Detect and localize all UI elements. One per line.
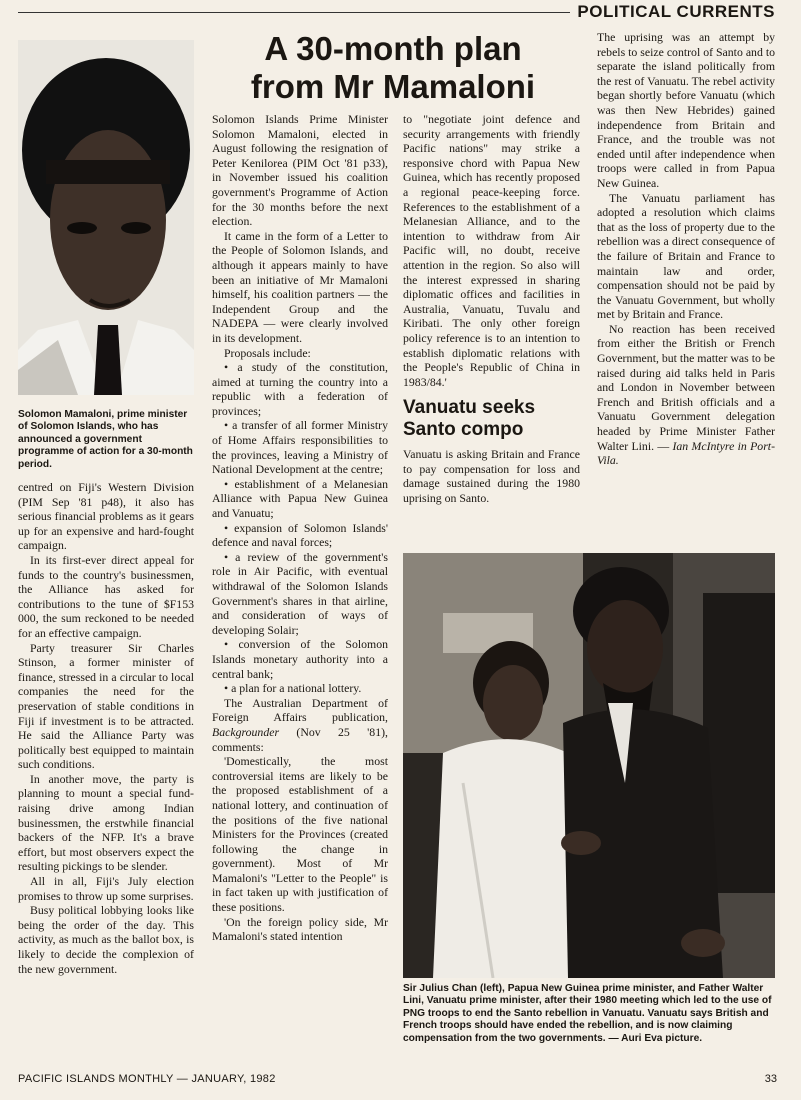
paragraph: 'On the foreign policy side, Mr Mamaloni's stated intention (212, 914, 388, 944)
photo-caption: Sir Julius Chan (left), Papua New Guinea prime minister, and Father Walter Lini, Vanuatu prime minister, after their 1980 meeting which led to the use of PNG troops to end the Santo rebellion in Vanuatu. Vanuatu says British and French troops should have ended the rebellion, and is now claiming compensation from the two governments. — Auri Eva picture. (403, 983, 772, 1044)
paragraph: The uprising was an attempt by rebels to seize control of Santo and to separate the island politically from the rest of Vanuatu. The rebel activity began shortly before Vanuatu (which was then New Hebrides) gained independence from Britain and France, and the trouble was not ended until after independence when troops were called in from Papua New Guinea. (597, 30, 775, 190)
paragraph: Proposals include: (224, 345, 311, 360)
column-right (597, 30, 775, 468)
paragraph: Vanuatu is asking Britain and France to pay compensation for loss and damage sustained during the 1980 uprising on Santo. (403, 447, 580, 506)
meeting-image (403, 553, 775, 978)
backgrounder-after: (Nov 25 '81), comments: (212, 724, 388, 754)
column-third (403, 112, 580, 506)
headline (206, 30, 580, 106)
paragraph: In its first-ever direct appeal for funds to the country's businessmen, the Alliance has asked for contributions to the tune of $F153 000, the sum reckoned to be needed for an effective campaign. (18, 552, 194, 640)
section-label: POLITICAL CURRENTS (577, 2, 775, 21)
portrait-photo (18, 40, 194, 395)
paragraph: It came in the form of a Letter to the People of Solomon Islands, and although it appears mainly to have been an initiative of Mr Mamaloni himself, his coalition partners — the Independent Group and the NADEPA — were clearly involved in its development. (212, 228, 388, 345)
column-left (18, 480, 194, 976)
paragraph: • conversion of the Solomon Islands monetary authority into a central bank; (212, 637, 388, 681)
column-middle (212, 112, 388, 944)
byline: Ian McIntyre in Port-Vila. (597, 438, 775, 468)
paragraph: In another move, the party is planning to mount a special fund-raising drive among Indian businessmen, the erstwhile financial backers of the NFP. It's a brave effort, but most observers expect the resulting pickings to be slender. (18, 771, 194, 874)
paragraph: Busy political lobbying looks like being the order of the day. This activity, as much as the ballot box, is likely to decide the complexion of the new government. (18, 903, 194, 976)
paragraph: • establishment of a Melanesian Alliance with Papua New Guinea and Vanuatu; (212, 476, 388, 521)
paragraph: • expansion of Solomon Islands' defence and naval forces; (212, 520, 388, 550)
backgrounder-title: Backgrounder (212, 724, 280, 739)
paragraph: • a transfer of all former Ministry of Home Affairs responsibilities to the provinces, leaving a Ministry of National Development at the centre; (212, 418, 388, 477)
paragraph: • a study of the constitution, aimed at turning the country into a republic with a federation of provinces; (212, 360, 388, 418)
headline-line-2: from Mr Mamaloni (250, 68, 536, 105)
paragraph: to "negotiate joint defence and security arrangements with friendly Pacific nations" may strike a responsive chord with Papua New Guinea, which has recently proposed a regional peace-keeping force. References to the establishment of a Melanesian Alliance, and to the intention to withdraw from Air Pacific will, no doubt, receive attention in the region. So also will the interest expressed in sharing diplomatic offices and facilities in Australia, Vanuatu, Tuvalu and Kiribati. The only other foreign policy reference is to an intention to establish diplomatic relations with the People's Republic of China in 1983/84.' (403, 112, 580, 389)
paragraph: The Vanuatu parliament has adopted a resolution which claims that as the loss of property due to the rebellion was a direct consequence of the failure of Britain and France to maintain law and order, compensation should not be paid by the Vanuatu Government, but wholly met by Britain and France. (597, 190, 775, 322)
paragraph: 'Domestically, the most controversial items are likely to be the proposed establishment of a national lottery, and continuation of the positions of the five national Ministers for the Provinces (created following the change in government). Most of Mr Mamaloni's "Letter to the People" is in fact taken up with justification of these positions. (212, 754, 388, 915)
paragraph (212, 696, 388, 754)
paragraph-text: No reaction has been received from either the British or French Government, but the matter was to be raised during aid talks held in Paris and London in November between French and British officials and a Vanuatu Government delegation headed by Prime Minister Father Walter Lini. — (597, 321, 775, 453)
paragraph (597, 322, 775, 468)
portrait-image (18, 40, 194, 395)
meeting-photo (403, 553, 775, 978)
paragraph: All in all, Fiji's July election promises to throw up some surprises. (18, 874, 194, 903)
headline-line-1: A 30-month plan (264, 30, 522, 67)
paragraph: Party treasurer Sir Charles Stinson, a former minister of finance, stressed in a circular to local companies the need for the preservation of stable conditions in Fiji if investment is to be attracted. He said the Alliance Party was politically best equipped to maintain such conditions. (18, 640, 194, 772)
backgrounder-before: The Australian Department of Foreign Affairs publication, (212, 695, 388, 725)
paragraph: centred on Fiji's Western Division (PIM Sep '81 p48), it also has serious financial problems as it gears up for an expensive and hard-fought campaign. (18, 480, 194, 553)
paragraph: Solomon Islands Prime Minister Solomon Mamaloni, elected in August following the resignation of Peter Kenilorea (PIM Oct '81 p33), in November issued his coalition government's Programme of Action for the 30 months before the next election. (212, 112, 388, 229)
paragraph: • a review of the government's role in Air Pacific, with eventual withdrawal of the Solomon Islands Government's shares in that airline, and consideration of ways of developing Solair; (212, 549, 388, 637)
top-rule (18, 12, 570, 13)
page-number: 33 (764, 1073, 777, 1085)
portrait-caption: Solomon Mamaloni, prime minister of Solomon Islands, who has announced a government programme of action for a 30-month period. (18, 409, 193, 470)
footer: PACIFIC ISLANDS MONTHLY — JANUARY, 1982 (18, 1073, 276, 1085)
subheading: Vanuatu seeks Santo compo (403, 397, 536, 441)
paragraph: • a plan for a national lottery. (224, 681, 362, 696)
